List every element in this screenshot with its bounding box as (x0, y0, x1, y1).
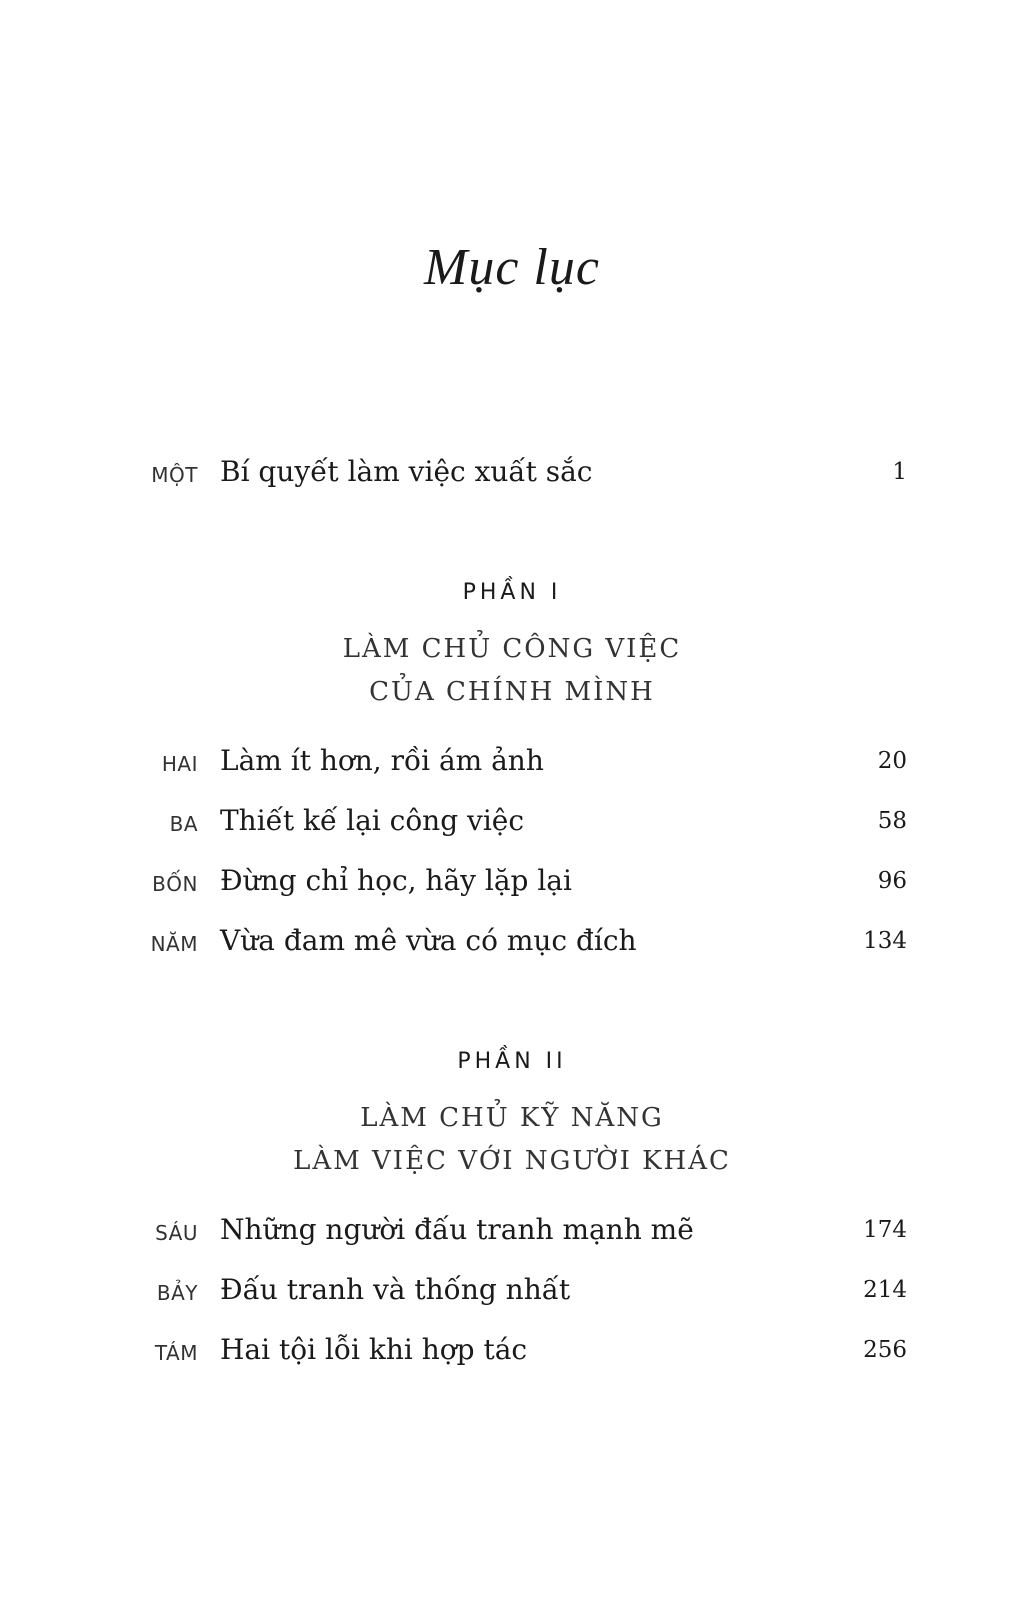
chapter-number: MỘT (151, 463, 198, 487)
toc-entry[interactable] (0, 744, 1024, 784)
part-title-2-line-1: LÀM CHỦ KỸ NĂNG (360, 1103, 664, 1133)
toc-entry[interactable] (0, 924, 1024, 964)
chapter-page-number: 256 (863, 1337, 907, 1363)
chapter-number: BA (169, 812, 198, 836)
toc-entry[interactable] (0, 864, 1024, 904)
chapter-page-number: 20 (877, 748, 907, 774)
chapter-title: Đấu tranh và thống nhất (220, 1273, 571, 1306)
part-label-2: PHẦN II (457, 1049, 567, 1074)
toc-entry-intro[interactable] (0, 455, 1024, 495)
chapter-title: Vừa đam mê vừa có mục đích (220, 924, 637, 957)
chapter-page-number: 96 (877, 868, 907, 894)
toc-entry[interactable] (0, 1213, 1024, 1253)
chapter-number: NĂM (150, 932, 198, 956)
toc-entry[interactable] (0, 1333, 1024, 1373)
toc-entry[interactable] (0, 1273, 1024, 1313)
toc-entry[interactable] (0, 804, 1024, 844)
chapter-title: Bí quyết làm việc xuất sắc (220, 455, 593, 488)
chapter-title: Hai tội lỗi khi hợp tác (220, 1333, 528, 1366)
chapter-number: BẢY (156, 1281, 198, 1305)
chapter-title: Thiết kế lại công việc (220, 804, 525, 837)
chapter-title: Những người đấu tranh mạnh mẽ (220, 1213, 694, 1246)
chapter-page-number: 58 (877, 808, 907, 834)
chapter-number: HAI (161, 752, 198, 776)
chapter-title: Làm ít hơn, rồi ám ảnh (220, 744, 544, 777)
chapter-page-number: 214 (863, 1277, 907, 1303)
page-title: Mục lục (424, 239, 600, 296)
chapter-page-number: 174 (863, 1217, 907, 1243)
chapter-page-number: 1 (892, 459, 907, 485)
chapter-number: BỐN (152, 872, 198, 896)
chapter-page-number: 134 (863, 928, 907, 954)
part-title-2-line-2: LÀM VIỆC VỚI NGƯỜI KHÁC (293, 1146, 731, 1176)
part-title-1-line-1: LÀM CHỦ CÔNG VIỆC (342, 634, 682, 664)
chapter-number: SÁU (155, 1221, 198, 1245)
chapter-number: TÁM (154, 1341, 198, 1365)
chapter-title: Đừng chỉ học, hãy lặp lại (220, 864, 572, 897)
part-label-1: PHẦN I (462, 580, 562, 605)
part-title-1-line-2: CỦA CHÍNH MÌNH (369, 677, 655, 707)
